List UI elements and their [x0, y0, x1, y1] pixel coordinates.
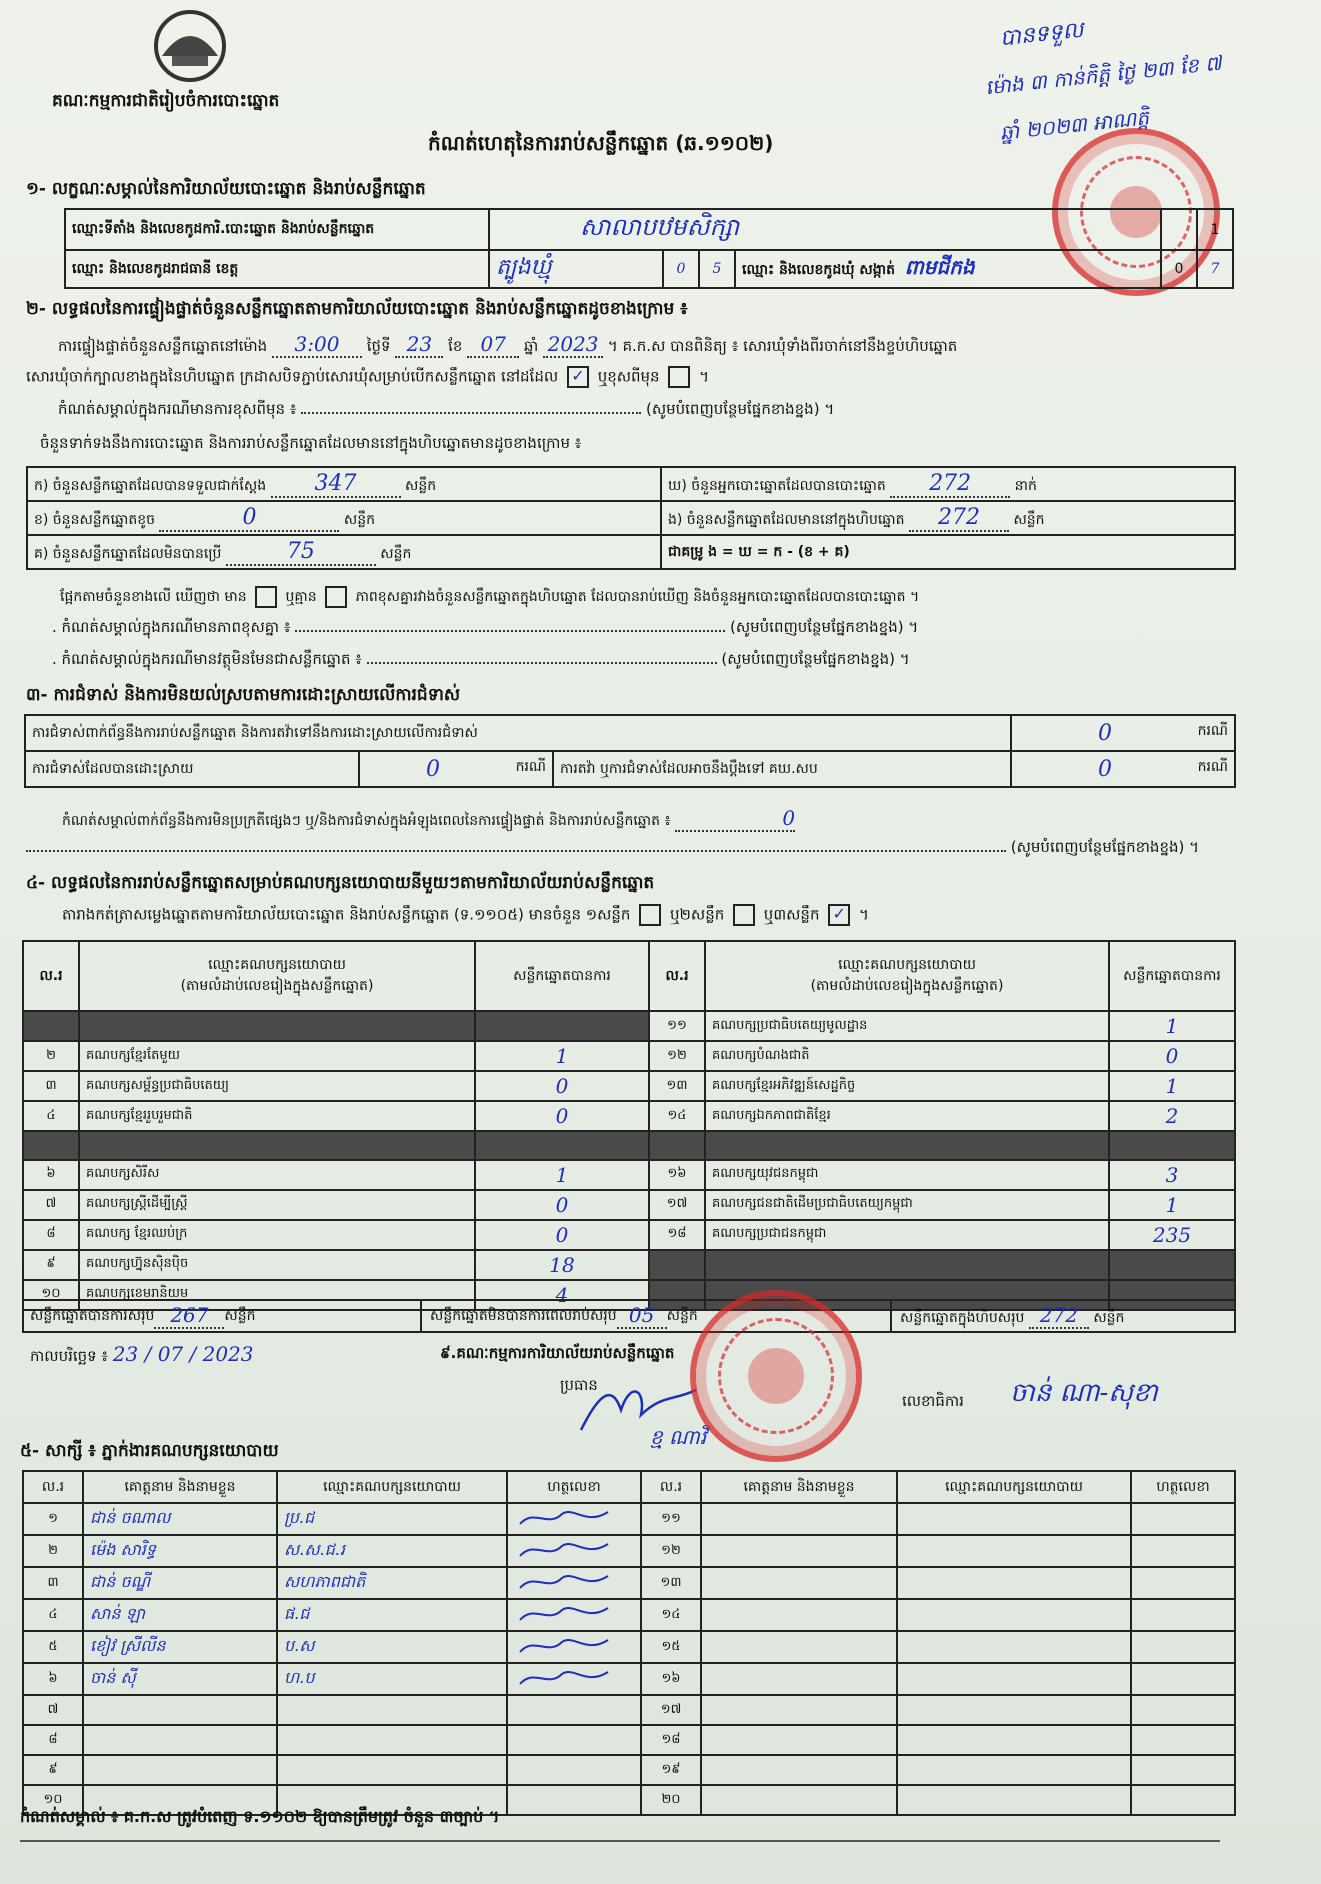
witness-name: ជាន់ ចណាល: [83, 1503, 277, 1535]
witness-no: ១០: [23, 1785, 83, 1815]
party-name: [79, 1131, 475, 1160]
objection-appeal-label: ការតវ៉ា ឬការជំទាស់ដែលអាចនឹងប្តឹងទៅ គឃ.សប: [553, 751, 1011, 787]
witness-party: [897, 1755, 1131, 1785]
witness-row: [23, 1567, 1235, 1599]
handwritten-time: ម៉ោង ៣ កាន់កិត្តិ ថ្ងៃ ២៣ ខែ ៧: [984, 50, 1223, 100]
witness-signature: [507, 1567, 641, 1599]
party-name: គណបក្សខ្មែររួបរួមជាតិ: [79, 1101, 475, 1131]
witness-name: សាន់ ឡា: [83, 1599, 277, 1631]
party-no: ៣: [23, 1071, 79, 1101]
province-label: ឈ្មោះ និងលេខកូដរាជធានី ខេត្ត: [65, 250, 489, 288]
w-col-no-2: ល.រ: [641, 1471, 701, 1503]
witness-name: [701, 1599, 897, 1631]
witness-no: ១១: [641, 1503, 701, 1535]
count-formula: ជាគម្រូ ង = ឃ = ក - (ខ + គ): [661, 535, 1235, 569]
witness-signature: [507, 1599, 641, 1631]
col-votes-right: សន្លឹកឆ្នោតបានការ: [1109, 941, 1235, 1011]
party-row: [23, 1250, 1235, 1280]
witness-signature: [1131, 1535, 1235, 1567]
witness-signature: [1131, 1695, 1235, 1725]
count-c-value: 75: [226, 539, 376, 566]
party-no: ១៦: [649, 1160, 705, 1190]
witness-signature-mark: [514, 1568, 614, 1594]
province-code-1: 0: [663, 250, 699, 288]
party-name: [705, 1131, 1109, 1160]
foreign-object-note: . កំណត់សម្គាល់ក្នុងករណីមានវត្ថុមិនមែនជាសន្លឹកឆ្នោត ៖ (សូមបំពេញបន្ថែមផ្នែកខាងខ្នង) ។: [52, 650, 910, 668]
witness-signature: [1131, 1725, 1235, 1755]
w-col-name: គោត្តនាម និងនាមខ្លួន: [83, 1471, 277, 1503]
party-votes: 1: [1109, 1011, 1235, 1041]
w-col-sign: ហត្ថលេខា: [507, 1471, 641, 1503]
objections-table: [24, 714, 1236, 788]
party-row: [23, 1131, 1235, 1160]
witness-no: ១៨: [641, 1725, 701, 1755]
witness-no: ៩: [23, 1755, 83, 1785]
witness-signature: [507, 1695, 641, 1725]
witness-signature: [507, 1663, 641, 1695]
count-a: ក) ចំនួនសន្លឹកឆ្នោតដែលបានទទួលជាក់ស្តែង 347 សន្លឹក: [27, 467, 661, 501]
party-name: គណបក្សខ្មែរតែមួយ: [79, 1041, 475, 1071]
witness-table: [22, 1470, 1236, 1816]
party-row: [23, 1160, 1235, 1190]
committee-label: ៩.គណៈកម្មការការិយាល័យរាប់សន្លឹកឆ្នោត: [440, 1344, 675, 1362]
footer-rule: [20, 1840, 1220, 1842]
count-d-value: 272: [890, 471, 1010, 498]
witness-party: ផ.ជ: [277, 1599, 507, 1631]
witness-signature: [1131, 1599, 1235, 1631]
witness-signature: [1131, 1785, 1235, 1815]
party-name: [79, 1011, 475, 1041]
witness-row: [23, 1535, 1235, 1567]
witness-row: [23, 1599, 1235, 1631]
party-name: គណបក្សប្រជាជនកម្ពុជា: [705, 1220, 1109, 1250]
party-no: [23, 1131, 79, 1160]
checkbox-same[interactable]: ✓: [567, 366, 589, 388]
witness-party: [897, 1663, 1131, 1695]
witness-name: [83, 1695, 277, 1725]
witness-no: ១៤: [641, 1599, 701, 1631]
witness-name: [83, 1755, 277, 1785]
party-row: [23, 1041, 1235, 1071]
party-no: ២: [23, 1041, 79, 1071]
total-in-box-value: 272: [1029, 1303, 1089, 1329]
count-a-value: 347: [271, 471, 401, 498]
witness-name: [701, 1695, 897, 1725]
party-name: គណបក្សយុវជនកម្ពុជា: [705, 1160, 1109, 1190]
witness-signature: [507, 1503, 641, 1535]
witness-row: [23, 1755, 1235, 1785]
witness-party: ហ.ប: [277, 1663, 507, 1695]
party-votes: [1109, 1131, 1235, 1160]
witness-signature-mark: [514, 1632, 614, 1658]
witness-party: ប.ស: [277, 1631, 507, 1663]
party-name: គណបក្សឯកភាពជាតិខ្មែរ: [705, 1101, 1109, 1131]
witness-no: ៤: [23, 1599, 83, 1631]
party-name: គណបក្សសម្ព័ន្ធប្រជាធិបតេយ្យ: [79, 1071, 475, 1101]
party-no: ៧: [23, 1190, 79, 1220]
party-votes: 1: [1109, 1071, 1235, 1101]
w-col-party-2: ឈ្មោះគណបក្សនយោបាយ: [897, 1471, 1131, 1503]
section2-heading: ២- លទ្ធផលនៃការផ្ទៀងផ្ទាត់ចំនួនសន្លឹកឆ្នោតតាមការិយាល័យបោះឆ្នោត និងរាប់សន្លឹកឆ្នោតដូចខាងក្រោម ៖: [26, 299, 688, 319]
witness-party: [277, 1755, 507, 1785]
witness-signature: [507, 1755, 641, 1785]
commune-label: ឈ្មោះ និងលេខកូដឃុំ សង្កាត់ ពាមជីកង: [735, 250, 1161, 288]
witness-no: ៥: [23, 1631, 83, 1663]
witness-party: [897, 1725, 1131, 1755]
witness-party: [897, 1567, 1131, 1599]
witness-signature: [1131, 1567, 1235, 1599]
witness-name: [701, 1755, 897, 1785]
witness-signature: [507, 1631, 641, 1663]
witness-no: ៣: [23, 1567, 83, 1599]
party-votes: 0: [475, 1190, 649, 1220]
station-name-label: ឈ្មោះទីតាំង និងលេខកូដការិ.បោះឆ្នោត និងរាប់សន្លឹកឆ្នោត: [65, 209, 489, 250]
checkbox-has-difference[interactable]: [255, 586, 277, 608]
section4-heading: ៤- លទ្ធផលនៃការរាប់សន្លឹកឆ្នោតសម្រាប់គណបក្សនយោបាយនីមួយៗតាមការិយាល័យរាប់សន្លឹកឆ្នោត: [26, 873, 655, 893]
witness-signature: [1131, 1631, 1235, 1663]
objection-resolved-label: ការជំទាស់ដែលបានដោះស្រាយ: [25, 751, 359, 787]
witness-signature-mark: [514, 1536, 614, 1562]
witness-no: ១៦: [641, 1663, 701, 1695]
party-no: ១២: [649, 1041, 705, 1071]
witness-party: ស.ស.ជ.រ: [277, 1535, 507, 1567]
party-votes: 0: [475, 1071, 649, 1101]
party-votes: 0: [475, 1101, 649, 1131]
witness-name: [701, 1663, 897, 1695]
party-votes: 0: [1109, 1041, 1235, 1071]
witness-signature: [1131, 1755, 1235, 1785]
secretary-signature: ចាន់ ណា-សុខា: [1010, 1378, 1158, 1408]
province-value: ត្បូងឃ្មុំ: [489, 250, 663, 288]
chair-label: ប្រធាន: [560, 1376, 598, 1394]
party-votes: 0: [475, 1220, 649, 1250]
station-name-value: សាលាបឋមសិក្សា: [489, 209, 1161, 250]
objection-total-cell: 0 ករណី: [1011, 715, 1235, 751]
witness-no: ១៧: [641, 1695, 701, 1725]
count-d: ឃ) ចំនួនអ្នកបោះឆ្នោតដែលបានបោះឆ្នោត 272 នាក់: [661, 467, 1235, 501]
col-no-left: ល.រ: [23, 941, 79, 1011]
form-title: កំណត់ហេតុនៃការរាប់សន្លឹកឆ្នោត (ឆ.១១០២): [428, 131, 774, 155]
witness-signature: [1131, 1503, 1235, 1535]
party-name: គណបក្សប្រជាធិបតេយ្យមូលដ្ឋាន: [705, 1011, 1109, 1041]
station-code-1: [1161, 209, 1197, 250]
witness-row: [23, 1695, 1235, 1725]
witness-no: ១៩: [641, 1755, 701, 1785]
checkbox-no-difference[interactable]: [325, 586, 347, 608]
witness-name: [701, 1785, 897, 1815]
section3-heading: ៣- ការជំទាស់ និងការមិនយល់ស្របតាមការដោះស្រាយលើការជំទាស់: [26, 685, 461, 705]
chair-name: ខ្ម ណាវិ: [650, 1425, 707, 1449]
w-col-name-2: គោត្តនាម និងនាមខ្លួន: [701, 1471, 897, 1503]
witness-name: [701, 1567, 897, 1599]
party-no: [649, 1131, 705, 1160]
party-row: [23, 1101, 1235, 1131]
handwritten-year: ឆ្នាំ ២០២៣ អាណត្តិ: [998, 105, 1151, 145]
w-col-party: ឈ្មោះគណបក្សនយោបាយ: [277, 1471, 507, 1503]
witness-no: ២០: [641, 1785, 701, 1815]
party-no: ១៣: [649, 1071, 705, 1101]
counts-table: [26, 466, 1236, 570]
witness-name: [701, 1631, 897, 1663]
verification-year: 2023: [543, 332, 603, 358]
party-name: គណបក្សខ្មែរអភិវឌ្ឍន៍សេដ្ឋកិច្ច: [705, 1071, 1109, 1101]
commune-value: ពាមជីកង: [904, 255, 975, 279]
witness-signature: [507, 1535, 641, 1567]
party-name: គណបក្សបំណងជាតិ: [705, 1041, 1109, 1071]
witness-row: [23, 1631, 1235, 1663]
w-col-sign-2: ហត្ថលេខា: [1131, 1471, 1235, 1503]
commune-code-1: 0: [1161, 250, 1197, 288]
witness-row: [23, 1663, 1235, 1695]
seal-check-line: សោរឃុំចាក់ក្បាលខាងក្នុងនៃហិបឆ្នោត ក្រដាសបិទភ្ជាប់សោរឃុំសម្រាប់បើកសន្លឹកឆ្នោត នៅដដែល ✓ ឬខុសពីមុន ។: [26, 366, 709, 390]
objection-resolved-value: 0: [426, 756, 440, 782]
witness-signature-mark: [514, 1664, 614, 1690]
objection-appeal-value: 0: [1098, 756, 1112, 782]
party-no: ១០: [23, 1280, 79, 1310]
section1-heading: ១- លក្ខណៈសម្គាល់នៃការិយាល័យបោះឆ្នោត និងរាប់សន្លឹកឆ្នោត: [26, 179, 426, 199]
checkbox-different[interactable]: [668, 366, 690, 388]
checkbox-3-sheets[interactable]: ✓: [828, 904, 850, 926]
secretary-label: លេខាធិការ: [902, 1392, 964, 1410]
count-e-value: 272: [909, 505, 1009, 532]
objection-total-value: 0: [1098, 720, 1112, 746]
party-no: ៤: [23, 1101, 79, 1131]
count-c: គ) ចំនួនសន្លឹកឆ្នោតដែលមិនបានប្រើ 75 សន្លឹក: [27, 535, 661, 569]
total-invalid: សន្លឹកឆ្នោតមិនបានការពេលរាប់សរុប 05 សន្លឹក: [422, 1301, 892, 1331]
irregularity-note-cont: (សូមបំពេញបន្ថែមផ្នែកខាងខ្នង) ។: [26, 838, 1199, 860]
commune-code-2: 7: [1197, 250, 1233, 288]
total-in-box: សន្លឹកឆ្នោតក្នុងហិបសរុប 272 សន្លឹក: [900, 1303, 1125, 1327]
witness-signature-mark: [514, 1504, 614, 1530]
party-results-table: [22, 940, 1236, 1311]
totals-row: [22, 1299, 1236, 1333]
tally-sheet-line: តារាងកត់ត្រាសម្លេងឆ្នោតតាមការិយាល័យបោះឆ្នោត និងរាប់សន្លឹកឆ្នោត (ទ.១១០៥) មានចំនួន ១សន្លឹក ឬ២សន្លឹក ឬ៣សន្លឹក ✓ ។: [62, 904, 869, 928]
party-votes: 18: [475, 1250, 649, 1280]
witness-name: ម៉េង សារិទ្ធ: [83, 1535, 277, 1567]
signoff-date-value: 23 / 07 / 2023: [112, 1342, 254, 1366]
witness-party: [897, 1785, 1131, 1815]
witness-party: [897, 1599, 1131, 1631]
checkbox-1-sheet[interactable]: [639, 904, 661, 926]
party-name: គណបក្សស្រ្តីដើម្បីស្ត្រី: [79, 1190, 475, 1220]
col-party-right: ឈ្មោះគណបក្សនយោបាយ (តាមលំដាប់លេខរៀងក្នុងសន្លឹកឆ្នោត): [705, 941, 1109, 1011]
witness-party: [897, 1535, 1131, 1567]
witness-party: [897, 1631, 1131, 1663]
verification-line: ការផ្ទៀងផ្ទាត់ចំនួនសន្លឹកឆ្នោតនៅម៉ោង 3:00 ថ្ងៃទី 23 ខែ 07 ឆ្នាំ 2023 ។ គ.ក.ស បានពិនិត្យ ៖ សោរឃុំទាំងពីរចាក់នៅនឹងខ្ទប់ហិបឆ្នោត: [58, 332, 958, 356]
section1-table: [64, 208, 1234, 289]
party-votes: 4: [475, 1280, 649, 1310]
witness-no: ១២: [641, 1535, 701, 1567]
witness-signature: [507, 1725, 641, 1755]
col-party-left: ឈ្មោះគណបក្សនយោបាយ (តាមលំដាប់លេខរៀងក្នុងសន្លឹកឆ្នោត): [79, 941, 475, 1011]
col-votes-left: សន្លឹកឆ្នោតបានការ: [475, 941, 649, 1011]
party-votes: 1: [475, 1041, 649, 1071]
province-code-2: 5: [699, 250, 735, 288]
counts-intro: ចំនួនទាក់ទងនឹងការបោះឆ្នោត និងការរាប់សន្លឹកឆ្នោតដែលមាននៅក្នុងហិបឆ្នោតមានដូចខាងក្រោម ៖: [40, 434, 582, 452]
witness-no: ៨: [23, 1725, 83, 1755]
party-no: ៦: [23, 1160, 79, 1190]
witness-name: ចាន់ ស៊ី: [83, 1663, 277, 1695]
objection-total-label: ការជំទាស់ពាក់ព័ន្ធនឹងការរាប់សន្លឹកឆ្នោត និងការតវ៉ាទៅនឹងការដោះស្រាយលើការជំទាស់: [25, 715, 1011, 751]
objection-appeal-cell: 0 ករណី: [1011, 751, 1235, 787]
difference-note: . កំណត់សម្គាល់ក្នុងករណីមានភាពខុសគ្នា ៖ (សូមបំពេញបន្ថែមផ្នែកខាងខ្នង) ។: [52, 618, 919, 636]
station-code-2: 1: [1197, 209, 1233, 250]
party-no: ៩: [23, 1250, 79, 1280]
total-invalid-value: 05: [617, 1303, 667, 1329]
signoff-date: កាលបរិច្ឆេទ ៖ 23 / 07 / 2023: [30, 1342, 254, 1366]
party-name: គណបក្សហ្វ៊ុនស៊ិនប៉ិច: [79, 1250, 475, 1280]
party-name: គណបក្សសិរីស: [79, 1160, 475, 1190]
party-no: [649, 1250, 705, 1280]
witness-party: [277, 1725, 507, 1755]
irregularity-note: កំណត់សម្គាល់ពាក់ព័ន្ធនឹងការមិនប្រក្រតីផ្សេងៗ ឬ/និងការជំទាស់ក្នុងអំឡុងពេលនៃការផ្ទៀងផ្ទាត់ និងការរាប់សន្លឹកឆ្នោត ៖ 0: [62, 806, 796, 830]
party-votes: [475, 1011, 649, 1041]
party-no: ១៧: [649, 1190, 705, 1220]
total-valid: សន្លឹកឆ្នោតបានការសរុប 267 សន្លឹក: [24, 1301, 422, 1331]
verification-month: 07: [467, 332, 519, 358]
witness-name: [83, 1725, 277, 1755]
party-no: ១៤: [649, 1101, 705, 1131]
witness-party: សហភាពជាតិ: [277, 1567, 507, 1599]
witness-row: [23, 1503, 1235, 1535]
party-votes: 1: [1109, 1190, 1235, 1220]
witness-no: ១៣: [641, 1567, 701, 1599]
checkbox-2-sheets[interactable]: [733, 904, 755, 926]
objection-resolved-cell: 0 ករណី: [359, 751, 553, 787]
difference-check-line: ផ្អែកតាមចំនួនខាងលើ ឃើញថា មាន ឬគ្មាន ភាពខុសគ្នារវាងចំនួនសន្លឹកឆ្នោតក្នុងហិបឆ្នោត ដែលបានរាប់ឃើញ និងចំនួនអ្នកបោះឆ្នោតដែលបានបោះឆ្នោត ។: [60, 586, 919, 608]
witness-no: ៧: [23, 1695, 83, 1725]
witness-row: [23, 1725, 1235, 1755]
party-votes: [475, 1131, 649, 1160]
witness-name: [701, 1535, 897, 1567]
verification-time: 3:00: [272, 332, 362, 358]
party-row: [23, 1071, 1235, 1101]
party-no: ១៨: [649, 1220, 705, 1250]
party-name: [705, 1250, 1109, 1280]
party-votes: 1: [475, 1160, 649, 1190]
col-no-right: ល.រ: [649, 941, 705, 1011]
footer-note: កំណត់សម្គាល់ ៖ គ.ក.ស ត្រូវបំពេញ ទ.១១០២ ឱ្យបានត្រឹមត្រូវ ចំនួន ៣ច្បាប់ ។: [20, 1807, 500, 1826]
party-votes: 3: [1109, 1160, 1235, 1190]
witness-no: ១៥: [641, 1631, 701, 1663]
witness-party: [897, 1503, 1131, 1535]
party-votes: 2: [1109, 1101, 1235, 1131]
witness-party: [897, 1695, 1131, 1725]
witness-signature: [1131, 1663, 1235, 1695]
count-e: ង) ចំនួនសន្លឹកឆ្នោតដែលមាននៅក្នុងហិបឆ្នោត 272 សន្លឹក: [661, 501, 1235, 535]
count-b: ខ) ចំនួនសន្លឹកឆ្នោតខូច 0 សន្លឹក: [27, 501, 661, 535]
party-row: [23, 1220, 1235, 1250]
witness-no: ២: [23, 1535, 83, 1567]
party-no: ៨: [23, 1220, 79, 1250]
party-votes: 235: [1109, 1220, 1235, 1250]
nec-logo: [148, 8, 232, 84]
section5-heading: ៥- សាក្សី ៖ ភ្នាក់ងារគណបក្សនយោបាយ: [20, 1441, 279, 1461]
verification-day: 23: [395, 332, 443, 358]
party-row: [23, 1190, 1235, 1220]
party-no: ១១: [649, 1011, 705, 1041]
witness-name: [701, 1503, 897, 1535]
total-valid-value: 267: [154, 1303, 224, 1329]
party-name: គណបក្សជនជាតិដើមប្រជាធិបតេយ្យកម្ពុជា: [705, 1190, 1109, 1220]
party-no: [23, 1011, 79, 1041]
witness-signature-mark: [514, 1600, 614, 1626]
party-name: គណបក្ស ខ្មែរឈប់ក្រ: [79, 1220, 475, 1250]
party-row: [23, 1011, 1235, 1041]
witness-name: ជាន់ ចណ្ឌី: [83, 1567, 277, 1599]
w-col-no: ល.រ: [23, 1471, 83, 1503]
count-b-value: 0: [159, 505, 339, 532]
witness-no: ១: [23, 1503, 83, 1535]
committee-stamp: [690, 1290, 862, 1462]
irregularity-value: 0: [675, 806, 795, 832]
party-name: គណបក្សខេមរានិយម: [79, 1280, 475, 1310]
witness-name: [701, 1725, 897, 1755]
diff-note-line: កំណត់សម្គាល់ក្នុងករណីមានការខុសពីមុន ៖ (សូមបំពេញបន្ថែមផ្នែកខាងខ្នង) ។: [58, 400, 835, 418]
witness-signature: [507, 1785, 641, 1815]
party-votes: [1109, 1250, 1235, 1280]
witness-name: ខៀវ ស្រីលីន: [83, 1631, 277, 1663]
witness-no: ៦: [23, 1663, 83, 1695]
witness-party: [277, 1695, 507, 1725]
witness-party: ប្រ.ជ: [277, 1503, 507, 1535]
org-name: គណៈកម្មការជាតិរៀបចំការបោះឆ្នោត: [52, 91, 280, 111]
handwritten-received: បានទទួល: [998, 17, 1085, 52]
